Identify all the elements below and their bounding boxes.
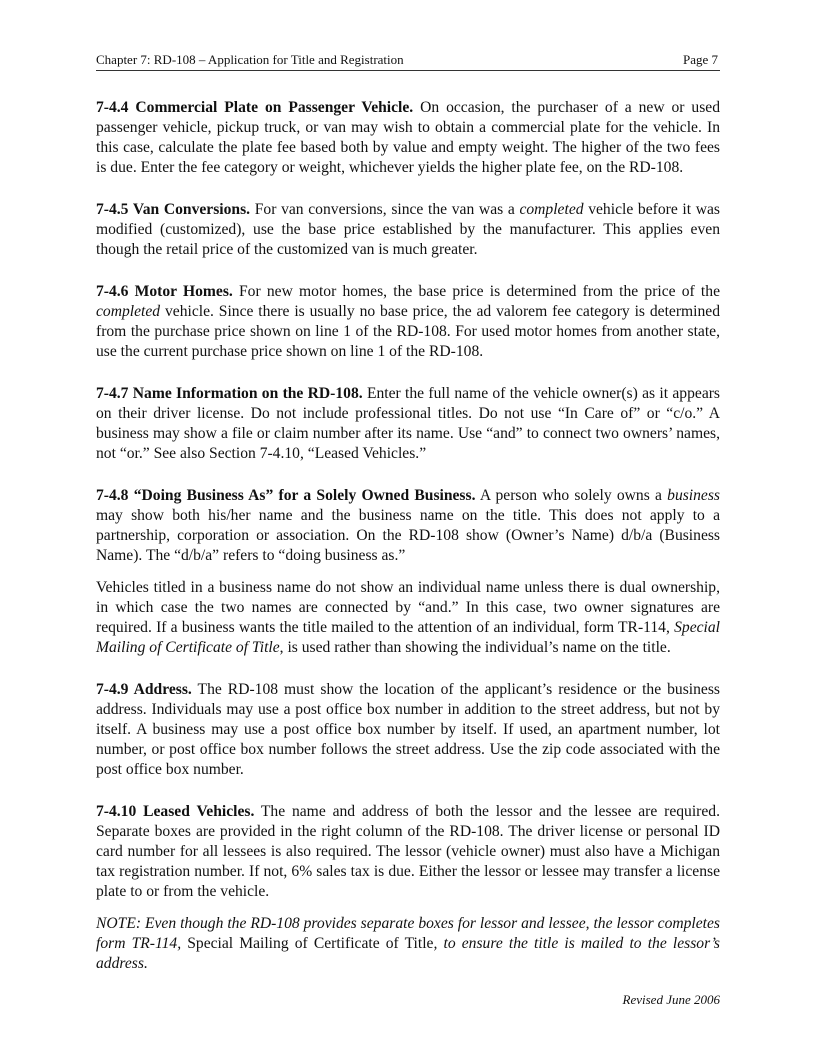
section-text: For new motor homes, the base price is determined from the price of the bbox=[232, 283, 720, 300]
section-7-4-5 bbox=[96, 200, 720, 260]
section-7-4-8-continued bbox=[96, 578, 720, 658]
note-text: , to ensure the title is mailed to the lessor’s address. bbox=[96, 935, 720, 972]
section-7-4-10 bbox=[96, 802, 720, 902]
revision-date: Revised June 2006 bbox=[622, 992, 720, 1007]
section-7-4-4 bbox=[96, 98, 720, 178]
section-text: On occasion, the purchaser of a new or used passenger vehicle, pickup truck, or van may wish to obtain a commercial plate for the vehicle. In this case, calculate the plate fee based both by value and empty weight. The higher of the two fees is due. Enter the fee category or weight, whichever yields the higher plate fee, on the RD-108. bbox=[96, 99, 720, 176]
section-text: The name and address of both the lessor and the lessee are required. Separate boxes are provided in the right column of the RD-108. The driver license or personal ID card number for all lessees is also required. The lessor (vehicle owner) must also have a Michigan tax registration number. If not, 6% sales tax is due. Either the lessor or lessee may transfer a license plate to or from the vehicle. bbox=[96, 803, 720, 900]
section-heading: 7-4.6 Motor Homes. bbox=[96, 283, 233, 300]
section-7-4-9 bbox=[96, 680, 720, 780]
section-heading: 7-4.8 “Doing Business As” for a Solely Owned Business. bbox=[96, 487, 476, 504]
form-title: Special Mailing of Certificate of Title bbox=[187, 935, 434, 952]
chapter-title: Chapter 7: RD-108 – Application for Title and Registration bbox=[96, 52, 404, 67]
section-text: , is used rather than showing the individual’s name on the title. bbox=[279, 639, 671, 656]
section-text: Vehicles titled in a business name do not show an individual name unless there is dual ownership, in which case the two names are connected by “and.” In this case, two owner signatures are required. If a business wants the title mailed to the attention of an individual, form TR-114, bbox=[96, 579, 720, 636]
section-7-4-8 bbox=[96, 486, 720, 566]
section-heading: 7-4.10 Leased Vehicles. bbox=[96, 803, 255, 820]
section-heading: 7-4.4 Commercial Plate on Passenger Vehicle. bbox=[96, 99, 414, 116]
page-header bbox=[96, 50, 720, 71]
section-text: may show both his/her name and the business name on the title. This does not apply to a partnership, corporation or association. On the RD-108 show (Owner’s Name) d/b/a (Business Name). The “d/b/a” refers to “doing business as.” bbox=[96, 507, 720, 564]
section-7-4-7 bbox=[96, 384, 720, 464]
emphasis: business bbox=[667, 487, 720, 504]
section-heading: 7-4.9 Address. bbox=[96, 681, 192, 698]
page-number: Page 7 bbox=[682, 52, 718, 67]
emphasis: completed bbox=[96, 303, 161, 320]
section-text: For van conversions, since the van was a bbox=[250, 201, 520, 218]
note bbox=[96, 914, 720, 974]
note-text: NOTE: Even though the RD-108 provides separate boxes for lessor and lessee, the lessor completes form TR-114, bbox=[96, 915, 720, 952]
emphasis: completed bbox=[519, 201, 584, 218]
section-text: The RD-108 must show the location of the applicant’s residence or the business address. Individuals may use a post office box number in addition to the street address, but not by itself. A business may use a post office box number by itself. If used, an apartment number, lot number, or post office box number follows the street address. Use the zip code associated with the post office box number. bbox=[96, 681, 720, 778]
section-7-4-6 bbox=[96, 282, 720, 362]
section-heading: 7-4.5 Van Conversions. bbox=[96, 201, 251, 218]
section-text: vehicle before it was modified (customized), use the base price established by the manufacturer. This applies even though the retail price of the customized van is much greater. bbox=[96, 201, 720, 258]
document-body bbox=[96, 98, 720, 996]
form-title: Special Mailing of Certificate of Title bbox=[96, 619, 720, 656]
section-text: Enter the full name of the vehicle owner(s) as it appears on their driver license. Do not include professional titles. Do not use “In Care of” or “c/o.” A business may show a file or claim number after its name. Use “and” to connect two owners’ names, not “or.” See also Section 7-4.10, “Leased Vehicles.” bbox=[96, 385, 721, 462]
section-text: vehicle. Since there is usually no base price, the ad valorem fee category is determined from the purchase price shown on line 1 of the RD-108. For used motor homes from another state, use the current purchase price shown on line 1 of the RD-108. bbox=[96, 303, 720, 360]
section-heading: 7-4.7 Name Information on the RD-108. bbox=[96, 385, 363, 402]
section-text: A person who solely owns a bbox=[475, 487, 668, 504]
